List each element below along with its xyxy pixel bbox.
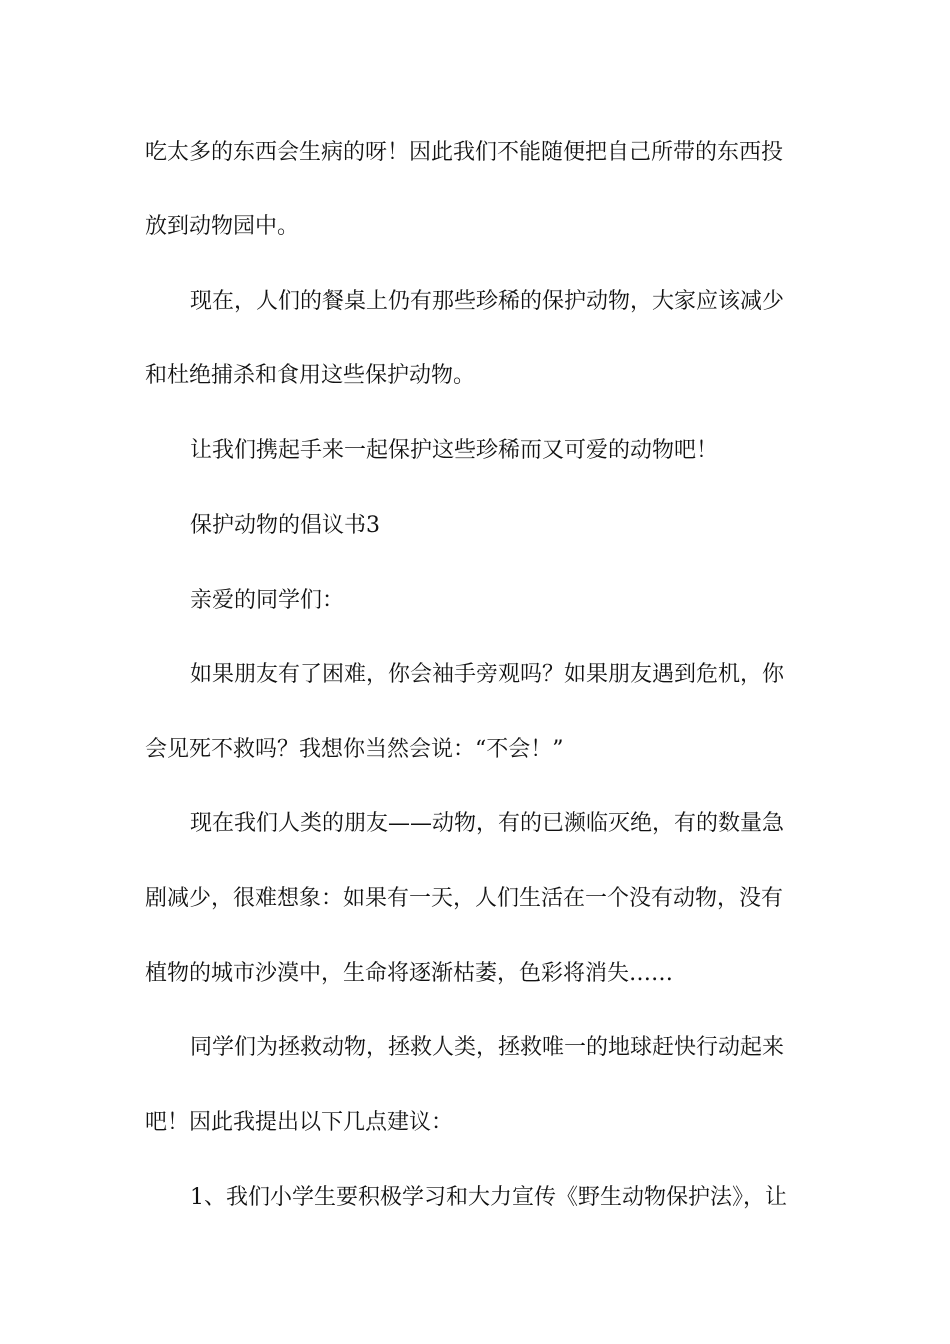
paragraph-line: 同学们为拯救动物，拯救人类，拯救唯一的地球赶快行动起来 — [190, 1035, 785, 1060]
text-line: 和杜绝捕杀和食用这些保护动物。 — [145, 363, 476, 388]
text-line: 会见死不救吗？我想你当然会说：“不会！” — [145, 737, 564, 762]
text-line: 植物的城市沙漠中，生命将逐渐枯萎，色彩将消失…… — [145, 961, 674, 986]
list-item: 1、我们小学生要积极学习和大力宣传《野生动物保护法》，让 — [190, 1185, 787, 1210]
paragraph-line: 如果朋友有了困难，你会袖手旁观吗？如果朋友遇到危机，你 — [190, 662, 785, 687]
section-heading: 保护动物的倡议书3 — [190, 513, 380, 538]
text-line: 吃太多的东西会生病的呀！因此我们不能随便把自己所带的东西投 — [145, 140, 784, 165]
paragraph-line: 现在，人们的餐桌上仍有那些珍稀的保护动物，大家应该减少 — [190, 289, 785, 314]
text-line: 放到动物园中。 — [145, 214, 300, 239]
paragraph-line: 现在我们人类的朋友——动物，有的已濒临灭绝，有的数量急 — [190, 811, 785, 836]
paragraph-line: 让我们携起手来一起保护这些珍稀而又可爱的动物吧！ — [190, 438, 719, 463]
text-line: 剧减少，很难想象：如果有一天，人们生活在一个没有动物，没有 — [145, 886, 784, 911]
salutation: 亲爱的同学们： — [190, 588, 345, 613]
text-line: 吧！因此我提出以下几点建议： — [145, 1110, 454, 1135]
